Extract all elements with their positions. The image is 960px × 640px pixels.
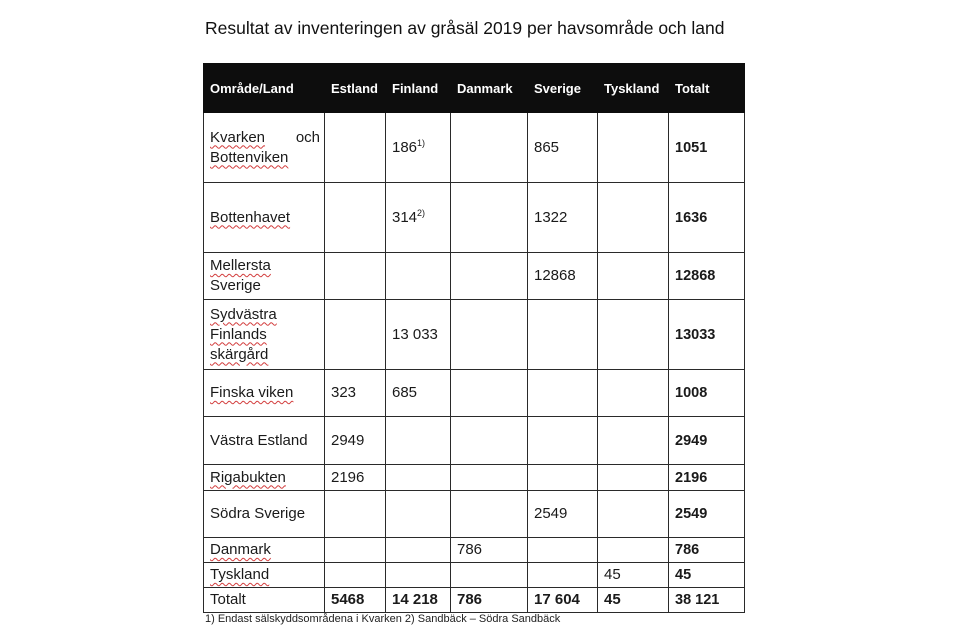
cell-estland: 323: [325, 370, 386, 417]
cell-totalt: 786: [669, 538, 745, 563]
cell-totalt: 2949: [669, 417, 745, 465]
cell-totalt: 1051: [669, 113, 745, 183]
cell-area: Tyskland: [204, 563, 325, 588]
col-header-sverige: Sverige: [528, 64, 598, 113]
table-row: [204, 300, 745, 370]
cell-tyskland: [598, 465, 669, 491]
cell-sverige: 2549: [528, 491, 598, 538]
cell-estland: [325, 183, 386, 253]
footnote-marker: 2): [417, 207, 426, 218]
area-line: och: [295, 128, 320, 146]
cell-tyskland: [598, 417, 669, 465]
cell-sverige: 12868: [528, 253, 598, 300]
cell-tyskland: 45: [598, 563, 669, 588]
cell-area: Södra Sverige: [204, 491, 325, 538]
cell-sverige: [528, 465, 598, 491]
cell-area: Rigabukten: [204, 465, 325, 491]
cell-area: [204, 113, 325, 183]
cell-danmark: [451, 300, 528, 370]
table-row: [204, 113, 745, 183]
page-title: Resultat av inventeringen av gråsäl 2019 per havsområde och land: [205, 18, 725, 38]
cell-estland: 5468: [325, 588, 386, 613]
cell-danmark: [451, 183, 528, 253]
cell-tyskland: [598, 491, 669, 538]
cell-danmark: [451, 563, 528, 588]
cell-totalt: 38 121: [669, 588, 745, 613]
cell-sverige: [528, 417, 598, 465]
cell-estland: [325, 563, 386, 588]
table-total-row: [204, 588, 745, 613]
cell-totalt: 45: [669, 563, 745, 588]
cell-finland: 685: [386, 370, 451, 417]
table-row: [204, 253, 745, 300]
cell-danmark: [451, 253, 528, 300]
table-footnote: 1) Endast sälskyddsområdena i Kvarken 2) Sandbäck – Södra Sandbäck: [205, 613, 561, 625]
cell-totalt: 2196: [669, 465, 745, 491]
area-line: Bottenviken: [210, 148, 289, 166]
cell-finland: 13 033: [386, 300, 451, 370]
cell-area: Danmark: [204, 538, 325, 563]
cell-estland: [325, 538, 386, 563]
table-row: [204, 538, 745, 563]
cell-totalt: 1008: [669, 370, 745, 417]
col-header-danmark: Danmark: [451, 64, 528, 113]
col-header-finland: Finland: [386, 64, 451, 113]
table-row: [204, 417, 745, 465]
cell-sverige: [528, 538, 598, 563]
inventory-table: [203, 63, 745, 613]
cell-area: Västra Estland: [204, 417, 325, 465]
cell-sverige: [528, 563, 598, 588]
cell-estland: [325, 300, 386, 370]
cell-tyskland: [598, 183, 669, 253]
cell-danmark: [451, 491, 528, 538]
cell-finland: [386, 491, 451, 538]
cell-finland: 14 218: [386, 588, 451, 613]
col-header-area: Område/Land: [204, 64, 325, 113]
cell-area: Mellersta Sverige: [204, 253, 325, 300]
cell-finland: [386, 465, 451, 491]
cell-danmark: [451, 417, 528, 465]
cell-area: Sydvästra Finlands skärgård: [204, 300, 325, 370]
cell-area: Bottenhavet: [204, 183, 325, 253]
cell-sverige: [528, 370, 598, 417]
col-header-totalt: Totalt: [669, 64, 745, 113]
cell-sverige: 865: [528, 113, 598, 183]
cell-danmark: [451, 465, 528, 491]
cell-estland: 2196: [325, 465, 386, 491]
table-header-row: [204, 64, 745, 113]
col-header-tyskland: Tyskland: [598, 64, 669, 113]
cell-area: Totalt: [204, 588, 325, 613]
cell-finland: [386, 253, 451, 300]
cell-tyskland: [598, 253, 669, 300]
cell-estland: [325, 253, 386, 300]
cell-sverige: [528, 300, 598, 370]
cell-estland: 2949: [325, 417, 386, 465]
area-line: Kvarken: [210, 128, 266, 146]
cell-danmark: 786: [451, 588, 528, 613]
table-row: [204, 465, 745, 491]
cell-sverige: 17 604: [528, 588, 598, 613]
cell-tyskland: [598, 538, 669, 563]
cell-tyskland: [598, 300, 669, 370]
table-row: [204, 563, 745, 588]
cell-totalt: 12868: [669, 253, 745, 300]
cell-area: Finska viken: [204, 370, 325, 417]
table-row: [204, 183, 745, 253]
cell-estland: [325, 113, 386, 183]
cell-totalt: 13033: [669, 300, 745, 370]
cell-finland: [386, 538, 451, 563]
cell-finland: 186$^{1)}$: [386, 113, 451, 183]
cell-sverige: 1322: [528, 183, 598, 253]
cell-danmark: [451, 113, 528, 183]
table-row: [204, 491, 745, 538]
cell-totalt: 2549: [669, 491, 745, 538]
cell-tyskland: 45: [598, 588, 669, 613]
cell-danmark: 786: [451, 538, 528, 563]
cell-totalt: 1636: [669, 183, 745, 253]
cell-estland: [325, 491, 386, 538]
table-row: [204, 370, 745, 417]
col-header-estland: Estland: [325, 64, 386, 113]
cell-finland: [386, 417, 451, 465]
cell-danmark: [451, 370, 528, 417]
footnote-marker: 1): [417, 137, 426, 148]
cell-finland: [386, 563, 451, 588]
cell-tyskland: [598, 370, 669, 417]
cell-tyskland: [598, 113, 669, 183]
cell-finland: 314$^{2)}$: [386, 183, 451, 253]
